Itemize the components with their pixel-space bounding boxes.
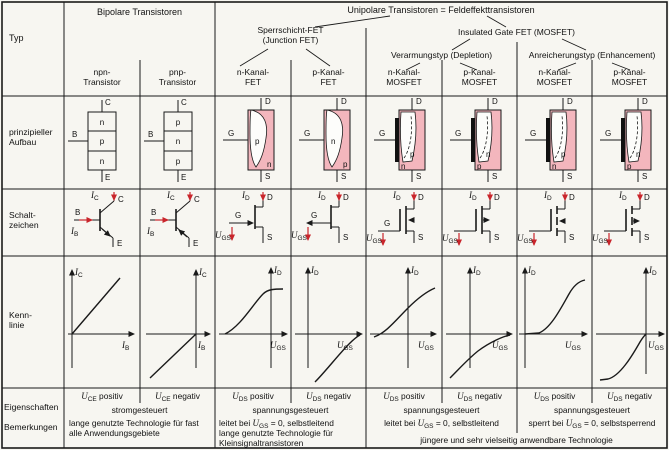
header-enhancement: Anreicherungstyp (Enhancement) <box>528 50 656 60</box>
current-label: $I_D$ <box>619 190 627 202</box>
aufbau-mosfet-enh-p <box>600 97 651 182</box>
header-jfet-line2: (Junction FET) <box>262 35 319 45</box>
terminal-label: D <box>644 193 650 202</box>
terminal-label: D <box>416 97 422 106</box>
voltage-label: $U_{GS}$ <box>517 233 533 245</box>
region-label: p <box>175 118 181 127</box>
voltage-condition-dep-p: $U_{DS}$ negativ <box>457 391 502 403</box>
voltage-label: $U_{GS}$ <box>442 233 458 245</box>
terminal-label: S <box>569 233 575 242</box>
row-label-kennlinie: Kenn- linie <box>9 310 32 330</box>
row-label-aufbau: prinzipieller Aufbau <box>9 127 53 147</box>
terminal-label: G <box>235 211 242 220</box>
aufbau-jfet-n <box>223 97 274 182</box>
terminal-label: D <box>569 193 575 202</box>
terminal-label: S <box>644 233 650 242</box>
control-type-jfet: spannungsgesteuert <box>252 405 329 415</box>
col-header-mosfet-enh-n: n-Kanal- MOSFET <box>536 67 573 87</box>
col-header-pnp: pnp- Transistor <box>158 67 197 87</box>
note-mosfet: jüngere und sehr vielseitig anwendbare Technologie <box>420 435 613 445</box>
terminal-label: G <box>379 129 386 138</box>
x-axis-label: $U_{GS}$ <box>337 340 353 352</box>
header-depletion: Verarmungstyp (Depletion) <box>390 50 493 60</box>
curve-mosfet-enh-p <box>596 265 665 380</box>
curve-jfet-p <box>295 265 362 382</box>
terminal-label: E <box>105 173 111 182</box>
terminal-label: E <box>181 173 187 182</box>
region-label: p <box>99 137 105 146</box>
note-jfet: leitet bei $U_{GS} = 0$, selbstleitend lange genutzte Technologie für Kleinsignaltransistoren <box>219 418 334 448</box>
region-label: n <box>636 150 641 159</box>
terminal-label: D <box>341 97 347 106</box>
curve-mosfet-dep-n <box>370 265 436 368</box>
col-header-jfet-p: p-Kanal- FET <box>312 67 345 87</box>
curve-npn <box>68 267 134 368</box>
terminal-label: G <box>228 129 235 138</box>
aufbau-npn <box>68 98 116 182</box>
note-depletion: leitet bei $U_{GS} = 0$, selbstleitend <box>384 418 499 430</box>
x-axis-label: $I_B$ <box>122 340 130 352</box>
terminal-label: E <box>193 239 199 248</box>
terminal-label: D <box>343 193 349 202</box>
x-axis-label: $U_{GS}$ <box>270 340 286 352</box>
terminal-label: G <box>384 219 391 228</box>
voltage-label: $U_{GS}$ <box>592 233 608 245</box>
current-label: $I_B$ <box>71 226 79 238</box>
symbol-mosfet-enh-p <box>592 190 650 245</box>
col-header-npn: npn- Transistor <box>83 67 121 87</box>
col-header-jfet-n: n-Kanal- FET <box>236 67 270 87</box>
voltage-condition-npn: $U_{CE}$ positiv <box>81 391 123 403</box>
col-header-mosfet-enh-p: p-Kanal- MOSFET <box>611 67 648 87</box>
voltage-condition-jfet-n: $U_{DS}$ positiv <box>232 391 274 403</box>
aufbau-mosfet-enh-n <box>525 97 576 182</box>
voltage-label: $U_{GS}$ <box>215 230 231 242</box>
voltage-condition-enh-n: $U_{DS}$ positiv <box>533 391 576 403</box>
current-label: $I_C$ <box>91 190 99 202</box>
terminal-label: D <box>418 193 424 202</box>
terminal-label: G <box>311 211 318 220</box>
header-bipolar: Bipolare Transistoren <box>96 7 183 17</box>
region-label: n <box>486 150 491 159</box>
terminal-label: B <box>148 130 154 139</box>
region-label: p <box>343 160 348 169</box>
region-label: p <box>627 162 632 171</box>
control-type-depletion: spannungsgesteuert <box>403 405 480 415</box>
col-header-mosfet-dep-n: n-Kanal- MOSFET <box>386 67 422 87</box>
terminal-label: D <box>494 193 500 202</box>
x-axis-label: $U_{GS}$ <box>648 340 664 352</box>
terminal-label: S <box>341 172 347 181</box>
region-label: n <box>267 160 272 169</box>
y-axis-label: $I_D$ <box>528 265 536 277</box>
symbol-npn <box>70 190 124 248</box>
region-label: n <box>99 157 105 166</box>
terminal-label: S <box>492 172 498 181</box>
region-label: n <box>552 162 557 171</box>
terminal-label: G <box>605 129 612 138</box>
symbol-pnp <box>146 190 200 248</box>
terminal-label: G <box>455 129 462 138</box>
terminal-label: G <box>304 129 311 138</box>
aufbau-mosfet-dep-n <box>374 97 425 182</box>
current-label: $I_C$ <box>167 190 175 202</box>
voltage-label: $U_{GS}$ <box>291 230 307 242</box>
y-axis-label: $I_D$ <box>311 265 319 277</box>
terminal-label: C <box>181 98 187 107</box>
aufbau-pnp <box>144 98 192 182</box>
current-label: $I_D$ <box>318 190 326 202</box>
y-axis-label: $I_D$ <box>473 265 481 277</box>
row-label-typ: Typ <box>9 33 24 43</box>
row-label-bemerkungen: Bemerkungen <box>4 422 58 432</box>
symbol-jfet-p <box>291 190 349 243</box>
curve-jfet-n <box>219 265 287 368</box>
symbol-mosfet-dep-p <box>442 190 500 245</box>
terminal-label: C <box>105 98 111 107</box>
terminal-label: D <box>567 97 573 106</box>
symbol-jfet-n <box>215 190 273 243</box>
note-enhancement: sperrt bei $U_{GS} = 0$, selbstsperrend <box>528 418 656 430</box>
voltage-label: $U_{GS}$ <box>366 233 382 245</box>
terminal-label: C <box>118 195 124 204</box>
region-label: n <box>99 118 105 127</box>
col-header-mosfet-dep-p: p-Kanal- MOSFET <box>461 67 498 87</box>
current-label: $I_D$ <box>469 190 477 202</box>
terminal-label: S <box>267 233 273 242</box>
y-axis-label: $I_C$ <box>199 267 207 279</box>
region-label: p <box>175 157 181 166</box>
region-label: p <box>561 150 566 159</box>
region-label: p <box>255 137 260 146</box>
region-label: n <box>401 162 406 171</box>
curve-mosfet-enh-n <box>519 265 587 368</box>
terminal-label: D <box>642 97 648 106</box>
x-axis-label: $U_{GS}$ <box>565 340 581 352</box>
terminal-label: S <box>343 233 349 242</box>
terminal-label: D <box>267 193 273 202</box>
voltage-condition-pnp: $U_{CE}$ negativ <box>155 391 200 403</box>
curve-pnp <box>146 267 210 378</box>
terminal-label: S <box>642 172 648 181</box>
header-mosfet: Insulated Gate FET (MOSFET) <box>458 27 575 37</box>
x-axis-label: $U_{GS}$ <box>418 340 434 352</box>
region-label: p <box>410 150 415 159</box>
voltage-condition-enh-p: $U_{DS}$ negativ <box>607 391 652 403</box>
row-label-eigenschaften: Eigenschaften <box>4 402 59 412</box>
terminal-label: B <box>72 130 78 139</box>
terminal-label: S <box>416 172 422 181</box>
header-unipolar: Unipolare Transistoren = Feldeffekttransistoren <box>347 5 535 15</box>
y-axis-label: $I_D$ <box>411 265 419 277</box>
current-label: $I_B$ <box>147 226 155 238</box>
terminal-label: S <box>494 233 500 242</box>
region-label: n <box>331 137 336 146</box>
header-jfet-line1: Sperrschicht-FET <box>257 25 324 35</box>
aufbau-jfet-p <box>299 97 350 182</box>
terminal-label: E <box>117 239 123 248</box>
row-label-schaltzeichen: Schalt- zeichen <box>9 210 39 230</box>
terminal-label: S <box>265 172 271 181</box>
region-label: n <box>175 137 181 146</box>
y-axis-label: $I_D$ <box>649 265 657 277</box>
header-jfet <box>215 25 366 45</box>
terminal-label: B <box>75 208 81 217</box>
voltage-condition-jfet-p: $U_{DS}$ negativ <box>306 391 351 403</box>
terminal-label: S <box>567 172 573 181</box>
current-label: $I_D$ <box>242 190 250 202</box>
x-axis-label: $U_{GS}$ <box>492 340 508 352</box>
symbol-mosfet-dep-n <box>366 190 424 245</box>
terminal-label: D <box>492 97 498 106</box>
x-axis-label: $I_B$ <box>198 340 206 352</box>
terminal-label: S <box>418 233 424 242</box>
aufbau-mosfet-dep-p <box>450 97 501 182</box>
note-bipolar: lange genutzte Technologie für fast alle Anwendungsgebiete <box>69 418 199 438</box>
control-type-bipolar: stromgesteuert <box>111 405 168 415</box>
y-axis-label: $I_D$ <box>274 265 282 277</box>
control-type-enhancement: spannungsgesteuert <box>554 405 630 415</box>
terminal-label: B <box>151 208 157 217</box>
curve-mosfet-dep-p <box>446 265 512 378</box>
current-label: $I_D$ <box>544 190 552 202</box>
region-label: p <box>477 162 482 171</box>
current-label: $I_D$ <box>393 190 401 202</box>
y-axis-label: $I_C$ <box>75 267 83 279</box>
voltage-condition-dep-n: $U_{DS}$ positiv <box>383 391 425 403</box>
terminal-label: G <box>530 129 537 138</box>
symbol-mosfet-enh-n <box>517 190 575 245</box>
terminal-label: C <box>194 195 200 204</box>
terminal-label: D <box>265 97 271 106</box>
